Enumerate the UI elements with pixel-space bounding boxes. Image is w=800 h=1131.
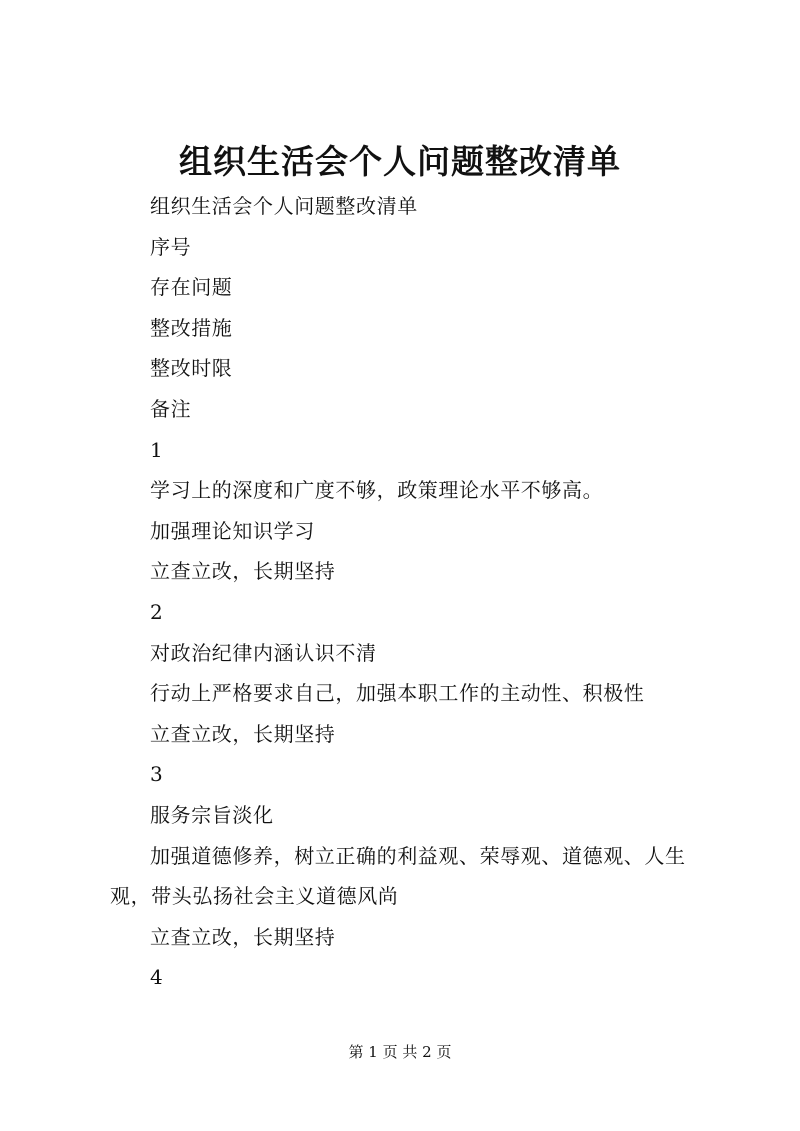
paragraph-item-number: 4 [150,965,164,990]
paragraph-item-number: 3 [150,762,164,787]
paragraph-item-number: 2 [150,599,164,624]
paragraph-item-deadline: 立查立改，长期坚持 [150,721,336,746]
paragraph-item-deadline: 立查立改，长期坚持 [150,559,336,584]
paragraph-item-number: 1 [150,437,164,462]
paragraph-header-remarks: 备注 [150,396,192,421]
paragraph-item-measure: 行动上严格要求自己，加强本职工作的主动性、积极性 [150,681,645,706]
paragraph-subtitle: 组织生活会个人问题整改清单 [150,194,418,218]
page-footer: 第 1 页 共 2 页 [348,1043,452,1061]
paragraph-item-deadline: 立查立改，长期坚持 [150,924,336,949]
paragraph-item-problem: 学习上的深度和广度不够，政策理论水平不够高。 [150,478,604,503]
paragraph-header-problem: 存在问题 [150,275,233,300]
document-body [110,186,700,998]
paragraph-item-measure: 加强理论知识学习 [150,518,315,543]
paragraph-header-measures: 整改措施 [150,315,233,340]
paragraph-header-serial: 序号 [150,234,192,259]
paragraph-item-problem: 服务宗旨淡化 [150,802,274,827]
paragraph-header-deadline: 整改时限 [150,356,233,381]
paragraph-item-problem: 对政治纪律内涵认识不清 [150,640,377,665]
paragraph-item-measure: 加强道德修养，树立正确的利益观、荣辱观、道德观、人生观，带头弘扬社会主义道德风尚 [110,843,686,909]
document-title: 组织生活会个人问题整改清单 [179,142,621,181]
